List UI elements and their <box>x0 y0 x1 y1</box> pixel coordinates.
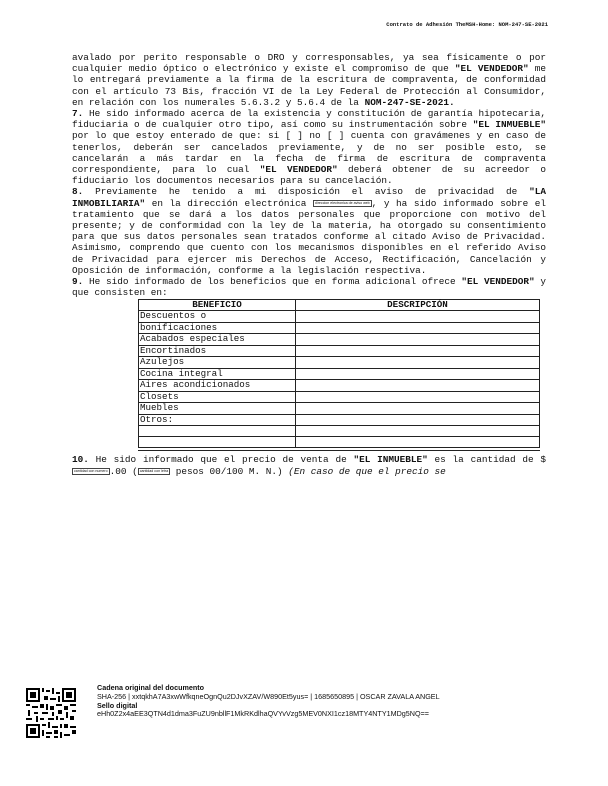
benefit-cell: Azulejos <box>139 357 296 369</box>
benefit-cell[interactable] <box>139 437 296 448</box>
table-row <box>139 426 540 437</box>
description-cell[interactable] <box>296 334 540 346</box>
description-cell[interactable] <box>296 414 540 426</box>
description-cell[interactable] <box>296 426 540 437</box>
table-row <box>139 311 540 323</box>
description-cell[interactable] <box>296 380 540 392</box>
paragraph-8: 8. Previamente he tenido a mi disposición el aviso de privacidad de "LA INMOBILIARIA" en la dirección electrónica direccion electronica de aviso web , y ha sido informado sobre el tratamiento que se dará a los datos personales que proporcione con motivo del presente; y de conformidad con la ley de la materia, ha otorgado su consentimiento para que sus datos personales sean tratados conforme al citado Aviso de Privacidad. Asimismo, comprendo que cuento con los mecanismos disponibles en el referido Aviso de Privacidad para ejercer mis Derechos de Acceso, Rectificación, Cancelación y Oposición de información, conforme a la legislación respectiva. <box>72 186 546 276</box>
benefit-cell: Acabados especiales <box>139 334 296 346</box>
privacy-url-field[interactable]: direccion electronica de aviso web <box>314 200 370 205</box>
document-header: Contrato de Adhesión TheMSH-Home: NOM-247-SE-2021 <box>386 21 548 28</box>
benefit-cell: bonificaciones <box>139 322 296 334</box>
description-cell[interactable] <box>296 437 540 448</box>
table-row <box>139 368 540 380</box>
benefit-cell: Encortinados <box>139 345 296 357</box>
paragraph-7: 7. He sido informado acerca de la existencia y constitución de garantía hipotecaria, fiduciaria o de cualquier otro tipo, así como su instrumentación sobre "EL INMUEBLE" por lo que estoy enterado de que: si [ ] no [ ] cuenta con gravámenes y en caso de tenerlos, deberán ser cancelados previamente, y de no ser posible esto, se cancelarán a más tardar en la fecha de firma de escritura de compraventa correspondiente, para lo cual "EL VENDEDOR" deberá obtener de su acreedor o fiduciario los documentos necesarios para su cancelación. <box>72 108 547 187</box>
table-row <box>139 403 540 415</box>
description-cell[interactable] <box>296 403 540 415</box>
paragraph-6-continuation: avalado por perito responsable o DRO y corresponsables, ya sea físicamente o por cualquier medio óptico o electrónico y existe el compromiso de que "EL VENDEDOR" me lo entregará previamente a la firma de la escritura de compraventa, de conformidad con el artículo 73 Bis, fracción VI de la Ley Federal de Protección al Consumidor, en relación con los numerales 5.6.3.2 y 5.6.4 de la NOM-247-SE-2021. <box>72 52 546 108</box>
price-number-field[interactable]: cantidad con numero <box>74 468 108 473</box>
description-cell[interactable] <box>296 391 540 403</box>
table-row <box>139 380 540 392</box>
chain-label: Cadena original del documento <box>97 683 205 692</box>
qr-code-icon <box>26 688 76 738</box>
benefit-cell[interactable] <box>139 426 296 437</box>
paragraph-10: 10. He sido informado que el precio de venta de "EL INMUEBLE" es la cantidad de $cantidad con numero .00 ( cantidad con letra pesos 00/100 M. N.) (En caso de que el precio se <box>72 454 546 477</box>
table-row <box>139 334 540 346</box>
chain-value: SHA-256 | xxtqkhA7A3xwWfkqneOgnQu2DJvXZAV/W890Et5yus= | 1685650895 | OSCAR ZAVALA ANGEL <box>97 691 440 701</box>
table-header-row <box>139 300 540 311</box>
benefit-cell: Aires acondicionados <box>139 380 296 392</box>
benefit-cell: Otros: <box>139 414 296 426</box>
benefit-cell: Descuentos o <box>139 311 296 323</box>
table-row <box>139 322 540 334</box>
table-bottom-rule <box>138 450 540 451</box>
header-beneficio: BENEFICIO <box>139 300 296 311</box>
description-cell[interactable] <box>296 322 540 334</box>
benefit-cell: Closets <box>139 391 296 403</box>
description-cell[interactable] <box>296 311 540 323</box>
description-cell[interactable] <box>296 357 540 369</box>
benefits-table <box>138 299 540 448</box>
seal-value: eHh0Z2x4aEE3QTN4d1dma3FuZU9nbllF1MkRKdlhaQVYvVzg5MEV0NXI1cz18MTY4NTY1MDg5NQ== <box>97 709 429 719</box>
table-row <box>139 414 540 426</box>
description-cell[interactable] <box>296 368 540 380</box>
seal-label: Sello digital <box>97 700 138 710</box>
paragraph-9: 9. He sido informado de los beneficios que en forma adicional ofrece "EL VENDEDOR" y que consisten en: <box>72 276 547 299</box>
description-cell[interactable] <box>296 345 540 357</box>
table-row <box>139 437 540 448</box>
table-row <box>139 391 540 403</box>
header-descripcion: DESCRIPCIÓN <box>296 300 540 311</box>
benefit-cell: Muebles <box>139 403 296 415</box>
contract-body <box>72 52 546 477</box>
table-row <box>139 345 540 357</box>
signature-footer <box>97 684 440 719</box>
benefit-cell: Cocina integral <box>139 368 296 380</box>
price-text-field[interactable]: cantidad con letra <box>139 468 169 473</box>
table-row <box>139 357 540 369</box>
